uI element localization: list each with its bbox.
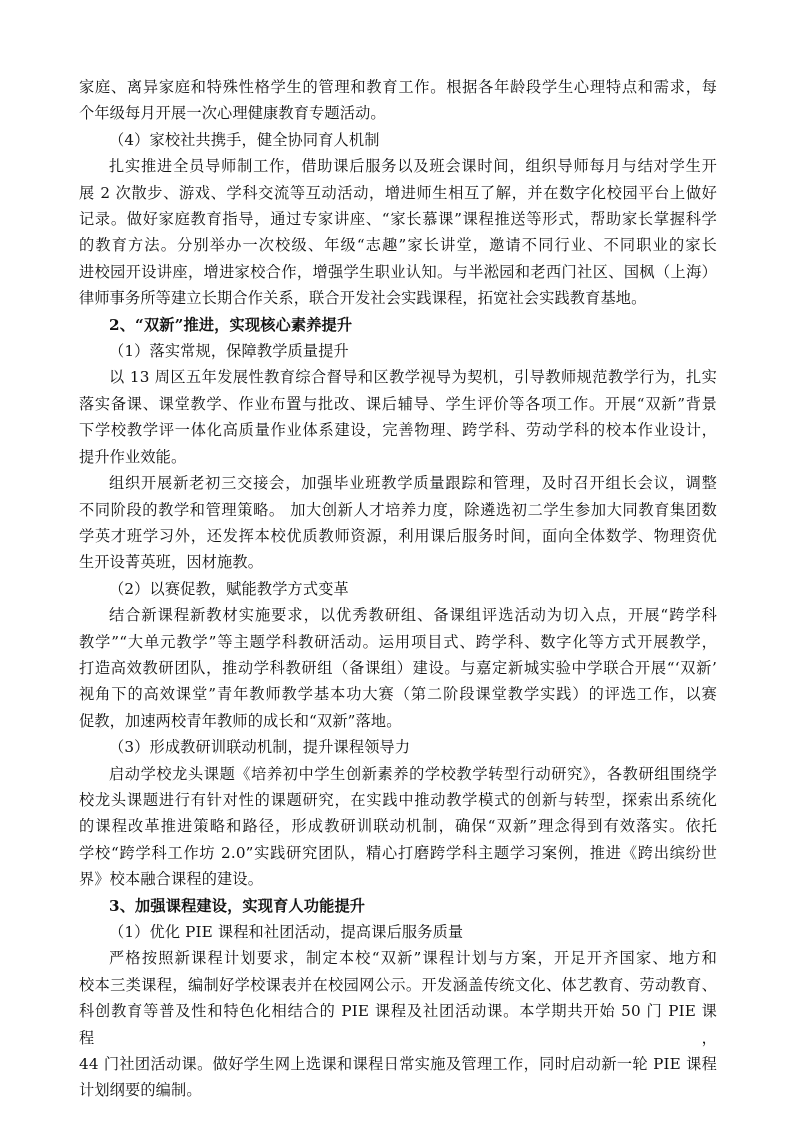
subsection-heading: （4）家校社共携手，健全协同育人机制	[109, 130, 380, 149]
section-heading: 3、加强课程建设，实现育人功能提升	[109, 896, 366, 915]
text-line: 打造高效教研团队，推动学科教研组（备课组）建设。与嘉定新城实验中学联合开展“‘双新’	[79, 658, 717, 677]
text-line: 校本三类课程，编制好学校课表并在校园网公示。开发涵盖传统文化、体艺教育、劳动教育、	[79, 975, 717, 994]
text-line: 律师事务所等建立长期合作关系，联合开发社会实践课程，拓宽社会实践教育基地。	[79, 289, 647, 308]
subsection-heading: （2）以赛促教，赋能教学方式变革	[109, 579, 349, 598]
text-line: 扎实推进全员导师制工作，借助课后服务以及班会课时间，组织导师每月与结对学生开	[109, 157, 717, 176]
text-line: 展 2 次散步、游戏、学科交流等互动活动，增进师生相互了解，并在数字化校园平台上做好	[79, 183, 717, 202]
text-line: 组织开展新老初三交接会，加强毕业班教学质量跟踪和管理，及时召开组长会议，调整	[109, 474, 717, 493]
text-line: 个年级每月开展一次心理健康教育专题活动。	[79, 104, 386, 123]
text-line: 促教，加速两校青年教师的成长和“双新”落地。	[79, 711, 402, 730]
text-line: 下学校教学评一体化高质量作业体系建设，完善物理、跨学科、劳动学科的校本作业设计，	[79, 421, 717, 440]
section-heading: 2、“双新”推进，实现核心素养提升	[109, 315, 353, 334]
text-line: 界》校本融合课程的建设。	[79, 870, 264, 889]
text-line: 44 门社团活动课。做好学生网上选课和课程日常实施及管理工作，同时启动新一轮 PIE 课程	[79, 1055, 717, 1074]
text-line: 学英才班学习外，还发挥本校优质教师资源，利用课后服务时间，面向全体数学、物理资优	[79, 526, 717, 545]
text-line: 进校园开设讲座，增进家校合作，增强学生职业认知。与半淞园和老西门社区、国枫（上海）	[79, 262, 717, 281]
text-line: 的课程改革推进策略和路径，形成教研训联动机制，确保“双新”理念得到有效落实。依托	[79, 817, 717, 836]
text-line: 学校“跨学科工作坊 2.0”实践研究团队，精心打磨跨学科主题学习案例，推进《跨出缤纷世	[79, 843, 717, 862]
text-line: 结合新课程新教材实施要求，以优秀教研组、备课组评选活动为切入点，开展“跨学科	[109, 606, 717, 625]
text-line: 科创教育等普及性和特色化相结合的 PIE 课程及社团活动课。本学期共开始 50 门 PIE 课程，	[79, 1002, 717, 1047]
subsection-heading: （1）落实常规，保障教学质量提升	[109, 342, 349, 361]
subsection-heading: （1）优化 PIE 课程和社团活动，提高课后服务质量	[109, 923, 464, 941]
text-line: 落实备课、课堂教学、作业布置与批改、课后辅导、学生评价等各项工作。开展“双新”背景	[79, 394, 717, 413]
subsection-heading: （3）形成教研训联动机制，提升课程领导力	[109, 738, 411, 757]
text-line: 启动学校龙头课题《培养初中学生创新素养的学校教学转型行动研究》，各教研组围绕学	[109, 764, 717, 783]
text-line: 视角下的高效课堂”青年教师教学基本功大赛（第二阶段课堂教学实践）的评选工作，以赛	[79, 685, 717, 704]
text-line: 以 13 周区五年发展性教育综合督导和区教学视导为契机，引导教师规范教学行为，扎实	[109, 368, 717, 387]
text-line: 计划纲要的编制。	[79, 1081, 202, 1100]
text-line: 记录。做好家庭教育指导，通过专家讲座、“家长慕课”课程推送等形式，帮助家长掌握科学	[79, 210, 717, 229]
text-line: 校龙头课题进行有针对性的课题研究，在实践中推动教学模式的创新与转型，探索出系统化	[79, 790, 717, 809]
text-line: 严格按照新课程计划要求，制定本校“双新”课程计划与方案，开足开齐国家、地方和	[109, 949, 717, 968]
text-line: 提升作业效能。	[79, 447, 187, 466]
text-line: 的教育方法。分别举办一次校级、年级“志趣”家长讲堂，邀请不同行业、不同职业的家长	[79, 236, 717, 255]
text-line: 教学”“大单元教学”等主题学科教研活动。运用项目式、跨学科、数字化等方式开展教学，	[79, 632, 717, 651]
text-line: 家庭、离异家庭和特殊性格学生的管理和教育工作。根据各年龄段学生心理特点和需求，每	[79, 78, 717, 96]
text-line: 不同阶段的教学和管理策略。 加大创新人才培养力度，除遴选初二学生参加大同教育集团数	[79, 500, 717, 519]
text-line: 生开设菁英班，因材施教。	[79, 553, 264, 572]
